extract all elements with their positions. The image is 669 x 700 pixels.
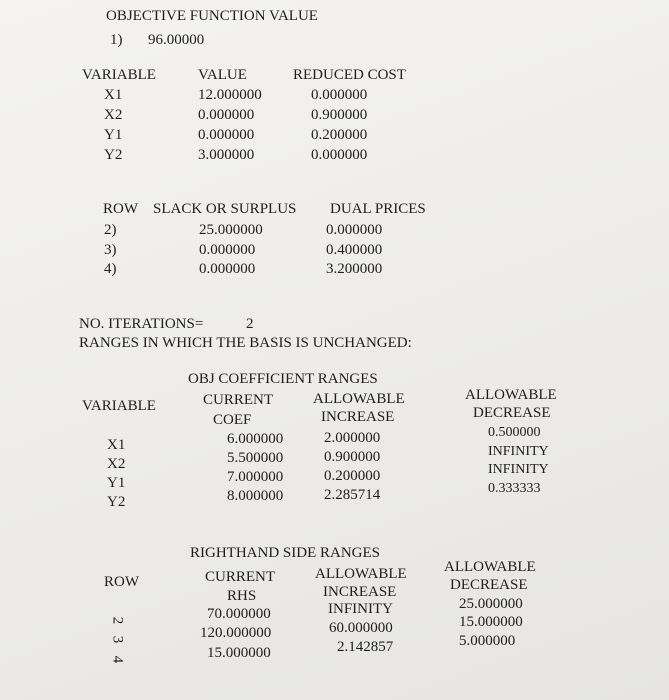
rhs-ranges-title: RIGHTHAND SIDE RANGES [190, 545, 380, 561]
rhs-row-increase: 60.000000 [329, 620, 393, 636]
rows-header-dual: DUAL PRICES [330, 201, 426, 217]
rhs-row-decrease: 25.000000 [459, 596, 523, 612]
rhs-header-row: ROW [104, 574, 139, 590]
rhs-row-number: 2 [109, 616, 126, 625]
iterations-value: 2 [246, 316, 254, 332]
rhs-header-current: CURRENT [205, 569, 276, 585]
obj-header-current: CURRENT [203, 392, 274, 408]
obj-row-increase: 0.200000 [324, 468, 381, 484]
obj-header-allowable-dec: ALLOWABLE [465, 387, 557, 403]
obj-header-coef: COEF [213, 412, 252, 428]
variable-name: Y1 [104, 127, 123, 143]
rhs-header-increase: INCREASE [323, 584, 397, 600]
row-slack: 25.000000 [199, 222, 263, 238]
obj-row-decrease: INFINITY [488, 462, 549, 477]
obj-row-name: Y1 [107, 475, 126, 491]
obj-row-increase: 0.900000 [324, 449, 381, 465]
variable-name: X2 [104, 107, 123, 123]
obj-row-current: 5.500000 [227, 450, 284, 466]
obj-row-increase: 2.285714 [324, 487, 381, 503]
obj-header-allowable-inc: ALLOWABLE [313, 391, 405, 407]
rhs-header-allowable-dec: ALLOWABLE [444, 559, 536, 575]
variable-value: 0.000000 [198, 107, 255, 123]
objective-heading: OBJECTIVE FUNCTION VALUE [106, 8, 318, 24]
obj-row-decrease: 0.500000 [488, 425, 541, 440]
variables-header-value: VALUE [198, 67, 247, 83]
obj-ranges-title: OBJ COEFFICIENT RANGES [188, 371, 378, 387]
obj-header-decrease: DECREASE [473, 405, 551, 421]
variable-reduced-cost: 0.900000 [311, 107, 368, 123]
obj-row-increase: 2.000000 [324, 430, 381, 446]
variable-reduced-cost: 0.200000 [311, 127, 368, 143]
obj-header-increase: INCREASE [321, 409, 395, 425]
rows-header-slack: SLACK OR SURPLUS [153, 201, 297, 217]
rhs-header-rhs: RHS [227, 588, 257, 604]
variable-value: 0.000000 [198, 127, 255, 143]
rhs-row-current: 15.000000 [207, 645, 271, 661]
rows-header-row: ROW [103, 201, 138, 217]
obj-header-variable: VARIABLE [82, 398, 156, 414]
obj-row-current: 8.000000 [227, 488, 284, 504]
rhs-row-number: 3 [109, 635, 126, 644]
ranges-heading: RANGES IN WHICH THE BASIS IS UNCHANGED: [79, 335, 412, 351]
iterations-label: NO. ITERATIONS= [79, 316, 204, 332]
row-number: 4) [104, 261, 117, 277]
variable-reduced-cost: 0.000000 [311, 87, 368, 103]
obj-row-name: X1 [107, 437, 126, 453]
rhs-row-current: 70.000000 [207, 606, 271, 622]
rhs-header-allowable-inc: ALLOWABLE [315, 566, 407, 582]
row-dual: 0.000000 [326, 222, 383, 238]
row-dual: 0.400000 [326, 242, 383, 258]
obj-row-decrease: 0.333333 [488, 481, 541, 496]
obj-row-name: Y2 [107, 494, 126, 510]
obj-row-name: X2 [107, 456, 126, 472]
variables-header-reduced-cost: REDUCED COST [293, 67, 406, 83]
rhs-row-decrease: 5.000000 [459, 633, 516, 649]
variable-name: X1 [104, 87, 123, 103]
row-slack: 0.000000 [199, 242, 256, 258]
rhs-row-current: 120.000000 [200, 625, 272, 641]
variable-reduced-cost: 0.000000 [311, 147, 368, 163]
obj-row-current: 7.000000 [227, 469, 284, 485]
variable-value: 12.000000 [198, 87, 262, 103]
rhs-row-increase: INFINITY [328, 601, 393, 617]
rhs-header-decrease: DECREASE [450, 577, 528, 593]
objective-value: 96.00000 [148, 32, 205, 48]
variable-name: Y2 [104, 147, 123, 163]
row-slack: 0.000000 [199, 261, 256, 277]
objective-row-label: 1) [110, 32, 123, 48]
variable-value: 3.000000 [198, 147, 255, 163]
obj-row-decrease: INFINITY [488, 444, 549, 459]
rhs-row-number: 4 [109, 655, 126, 664]
rhs-row-increase: 2.142857 [337, 639, 394, 655]
row-dual: 3.200000 [326, 261, 383, 277]
variables-header-variable: VARIABLE [82, 67, 156, 83]
row-number: 3) [104, 242, 117, 258]
rhs-row-decrease: 15.000000 [459, 614, 523, 630]
obj-row-current: 6.000000 [227, 431, 284, 447]
row-number: 2) [104, 222, 117, 238]
